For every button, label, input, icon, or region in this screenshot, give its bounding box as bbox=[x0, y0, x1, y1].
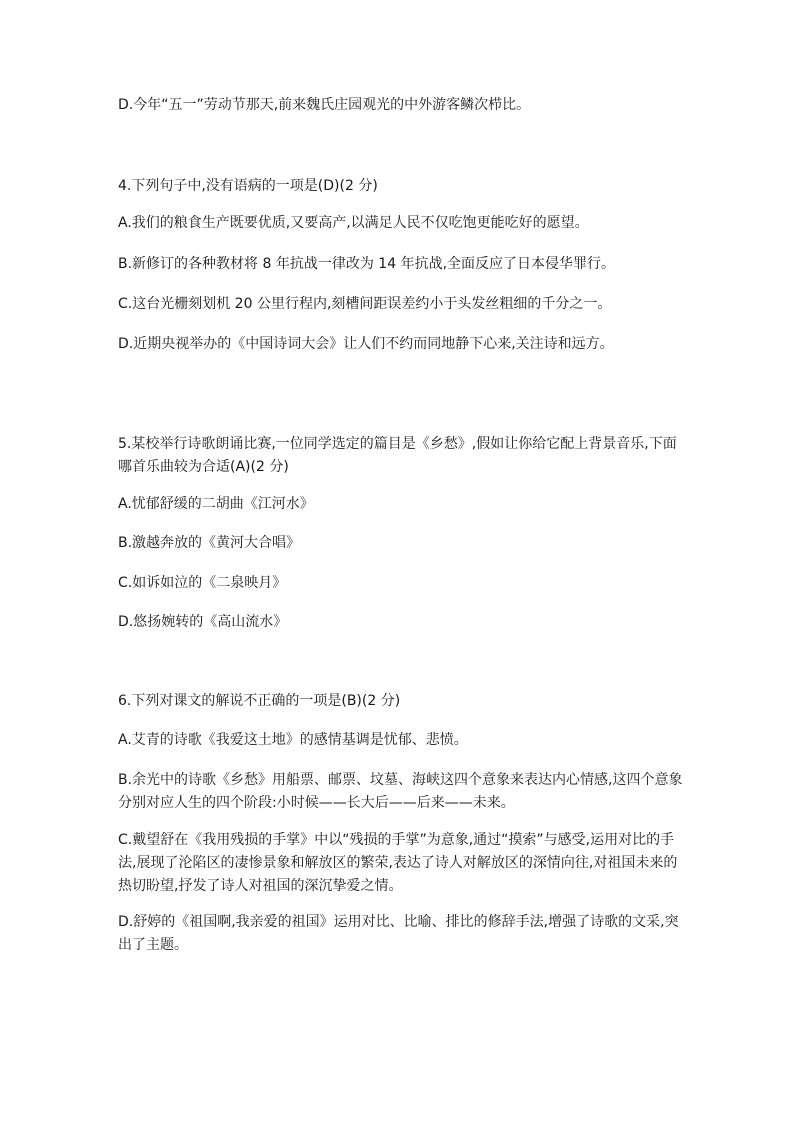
q5-option-d: D.悠扬婉转的《高山流水》 bbox=[118, 614, 288, 630]
q6-stem: 6.下列对课文的解说不正确的一项是(B)(2 分) bbox=[118, 693, 401, 709]
q4-stem: 4.下列句子中,没有语病的一项是(D)(2 分) bbox=[118, 178, 378, 194]
q6-option-c: C.戴望舒在《我用残损的手掌》中以“残损的手掌”为意象,通过“摸索”与感受,运用对比的手法,展现了沦陷区的凄惨景象和解放区的繁荣,表达了诗人对解放区的深情向往,对祖国未来的热切盼望,抒发了诗人对祖国的深沉挚爱之情。 bbox=[118, 832, 678, 894]
q3-option-d: D.今年“五一”劳动节那天,前来魏氏庄园观光的中外游客鳞次栉比。 bbox=[118, 97, 531, 113]
q5-option-a: A.忧郁舒缓的二胡曲《江河水》 bbox=[118, 496, 314, 512]
q6-option-b: B.余光中的诗歌《乡愁》用船票、邮票、坟墓、海峡这四个意象来表达内心情感,这四个意象分别对应人生的四个阶段:小时候——长大后——后来——未来。 bbox=[118, 772, 683, 811]
q6-option-d: D.舒婷的《祖国啊,我亲爱的祖国》运用对比、比喻、排比的修辞手法,增强了诗歌的文采,突出了主题。 bbox=[118, 914, 679, 953]
q4-option-c: C.这台光栅刻划机 20 公里行程内,刻槽间距误差约小于头发丝粗细的千分之一。 bbox=[118, 296, 612, 312]
q4-option-a: A.我们的粮食生产既要优质,又要高产,以满足人民不仅吃饱更能吃好的愿望。 bbox=[118, 215, 589, 231]
q4-option-d: D.近期央视举办的《中国诗词大会》让人们不约而同地静下心来,关注诗和远方。 bbox=[118, 336, 614, 352]
q4-option-b: B.新修订的各种教材将 8 年抗战一律改为 14 年抗战,全面反应了日本侵华罪行。 bbox=[118, 256, 616, 272]
q5-stem: 5.某校举行诗歌朗诵比赛,一位同学选定的篇目是《乡愁》,假如让你给它配上背景音乐,下面哪首乐曲较为合适(A)(2 分) bbox=[118, 436, 677, 475]
q6-option-a: A.艾青的诗歌《我爱这土地》的感情基调是忧郁、悲愤。 bbox=[118, 732, 468, 748]
q5-option-b: B.激越奔放的《黄河大合唱》 bbox=[118, 535, 301, 551]
q5-option-c: C.如诉如泣的《二泉映月》 bbox=[118, 575, 287, 591]
